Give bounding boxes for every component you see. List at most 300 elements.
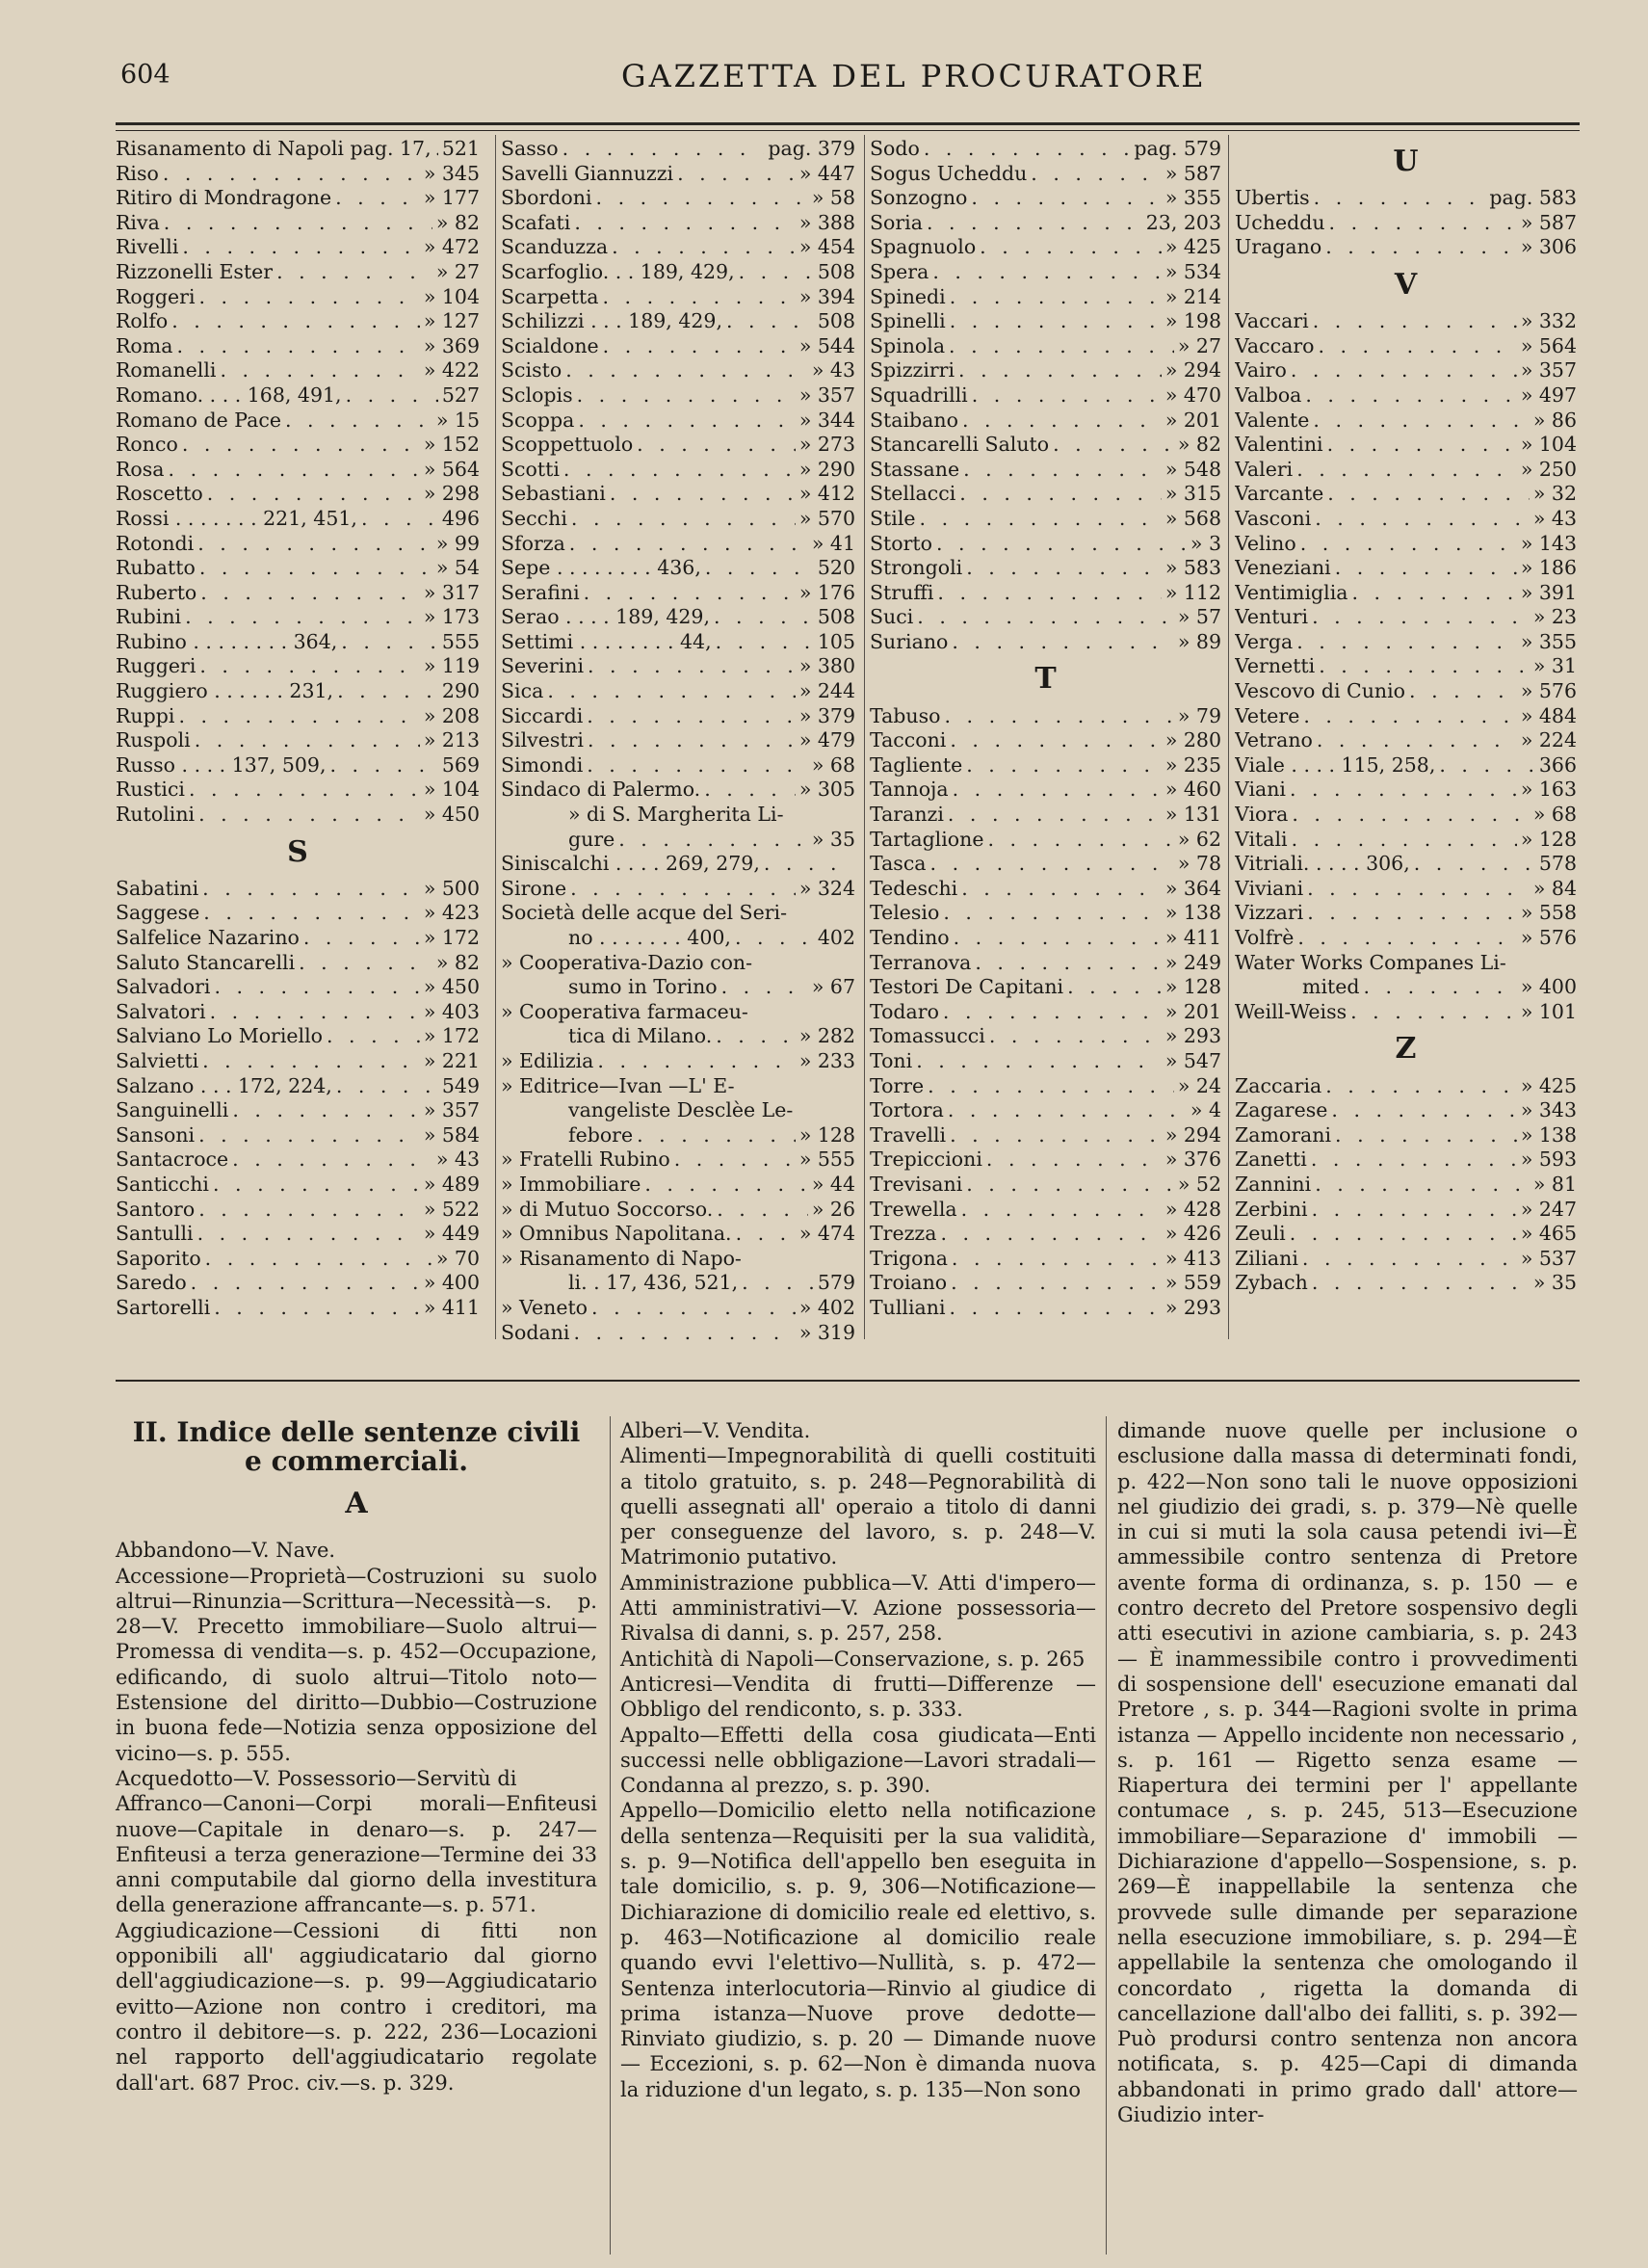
entry-name: Vescovo di Cunio bbox=[1235, 679, 1406, 703]
leader-dots bbox=[1319, 654, 1530, 679]
leader-dots bbox=[928, 1074, 1174, 1099]
entry-name: no . . . . . . . 400, bbox=[568, 926, 731, 949]
leader-dots bbox=[975, 951, 1161, 976]
entry-page: » 344 bbox=[798, 408, 855, 432]
entry-page: » 403 bbox=[423, 999, 480, 1023]
leader-dots bbox=[953, 778, 1162, 803]
leader-dots bbox=[764, 852, 851, 877]
index-entry bbox=[116, 1271, 480, 1296]
entry-name: Strongoli bbox=[870, 556, 963, 580]
index-entry bbox=[116, 211, 480, 236]
entry-page: » 89 bbox=[1177, 629, 1221, 653]
entry-name: Rutolini bbox=[116, 803, 196, 827]
entry-name: Spera bbox=[870, 259, 929, 283]
leader-dots bbox=[937, 581, 1161, 606]
index-entry bbox=[116, 162, 480, 187]
leader-dots bbox=[1352, 581, 1517, 606]
sentenze-text bbox=[116, 1538, 597, 2096]
entry-page: » 500 bbox=[423, 876, 480, 900]
entry-page: » 423 bbox=[423, 901, 480, 925]
leader-dots bbox=[927, 211, 1142, 236]
index-entry bbox=[870, 482, 1221, 507]
entry-name: Ubertis bbox=[1235, 186, 1310, 210]
column-divider bbox=[864, 135, 865, 1339]
index-entry bbox=[116, 260, 480, 285]
index-entry bbox=[1235, 532, 1577, 557]
index-entry bbox=[1235, 309, 1577, 334]
entry-name: Rotondi bbox=[116, 531, 195, 555]
entry-page: » 57 bbox=[1177, 605, 1221, 629]
entry-page: » 68 bbox=[811, 752, 855, 777]
entry-name: Vitali bbox=[1235, 827, 1288, 851]
entry-page: » 576 bbox=[1520, 926, 1577, 949]
entry-page: » 593 bbox=[1520, 1147, 1577, 1172]
entry-page: » 138 bbox=[1520, 1122, 1577, 1147]
entry-page: » 78 bbox=[1177, 852, 1221, 876]
index-entry bbox=[116, 532, 480, 557]
entry-page: » 221 bbox=[423, 1048, 480, 1072]
entry-page: » 27 bbox=[1177, 333, 1221, 357]
entry-name: Weill-Weiss bbox=[1235, 999, 1347, 1023]
entry-name: Risanamento di Napoli pag. 17, bbox=[116, 137, 432, 160]
entry-page: » 319 bbox=[798, 1320, 855, 1344]
index-entry bbox=[870, 877, 1221, 902]
index-entry-continued: Water Works Companes Li- bbox=[1235, 950, 1506, 974]
entry-name: Rivelli bbox=[116, 235, 179, 259]
entry-page: » 306 bbox=[1520, 235, 1577, 259]
entry-page: » 411 bbox=[1164, 926, 1221, 949]
entry-page: » 391 bbox=[1520, 580, 1577, 604]
index-entry bbox=[870, 753, 1221, 778]
entry-page: » 4 bbox=[1190, 1098, 1221, 1122]
entry-page: » 58 bbox=[811, 186, 855, 210]
index-entry bbox=[870, 1074, 1221, 1099]
entry-page: 23, 203 bbox=[1145, 210, 1221, 234]
leader-dots bbox=[285, 409, 432, 434]
entry-page: » 400 bbox=[423, 1271, 480, 1295]
leader-dots bbox=[924, 137, 1131, 162]
leader-dots bbox=[199, 556, 432, 581]
entry-page: » 497 bbox=[1520, 382, 1577, 407]
leader-dots bbox=[203, 901, 420, 926]
entry-page: » 570 bbox=[798, 506, 855, 530]
index-entry bbox=[870, 383, 1221, 409]
leader-dots bbox=[721, 975, 808, 1000]
leader-dots bbox=[1312, 605, 1530, 630]
index-entry bbox=[116, 1173, 480, 1198]
entry-name: » di Mutuo Soccorso. bbox=[501, 1197, 714, 1221]
index-entry bbox=[116, 285, 480, 310]
leader-dots bbox=[971, 186, 1161, 211]
entry-name: Spizzirri bbox=[870, 358, 955, 382]
entry-page: » 294 bbox=[1164, 1122, 1221, 1147]
entry-name: Sbordoni bbox=[501, 186, 592, 210]
entry-name: Sogus Ucheddu bbox=[870, 161, 1028, 185]
entry-page: » 317 bbox=[423, 580, 480, 604]
entry-page: » 172 bbox=[423, 926, 480, 949]
entry-name: » Edilizia bbox=[501, 1048, 594, 1072]
entry-page: » 282 bbox=[798, 1024, 855, 1048]
entry-page: » 369 bbox=[423, 333, 480, 357]
entry-page: » 32 bbox=[1532, 482, 1577, 506]
leader-dots bbox=[1314, 186, 1486, 211]
index-entry bbox=[870, 1247, 1221, 1272]
entry-page: » 425 bbox=[1520, 1073, 1577, 1097]
index-entry bbox=[116, 704, 480, 729]
index-entry bbox=[1235, 235, 1577, 260]
sentenze-paragraphs: Alberi—V. Vendita. Alimenti—Impegnorabilità di quelli costituiti a titolo gratuito, s. p. 248—Pegnorabilità di quelli assegnati all' operaio a titolo di danni per conseguenze del lavoro, s. p. 248—V. Matrimonio putativo. Amministrazione pubblica—V. Atti d'impero—Atti amministrativi—V. Azione possessoria—Rivalsa di danni, s. p. 257, 258. Antichità di Napoli—Conservazione, s. p. 265 Anticresi—Vendita di frutti—Differenze — Obbligo del rendiconto, s. p. 333. Appalto—Effetti della cosa giudicata—Enti successi nelle obbligazione—Lavori stradali—Condanna al prezzo, s. p. 390. Appello—Domicilio eletto nella notificazione della sentenza—Requisiti per la sua validità, s. p. 9—Notifica dell'appello ben eseguita in tale domicilio, s. p. 9, 306—Notificazione—Dichiarazione di domicilio reale ed elettivo, s. p. 463—Notificazione al domicilio reale quando evvi l'elettivo—Nullità, s. p. 472—Sentenza interlocutoria—Rinvio al giudice di prima istanza—Nuove prove dedotte—Rinviato giudizio, s. p. 20 — Dimande nuove — Eccezioni, s. p. 62—Non è dimanda nuova la riduzione d'un legato, s. p. 135—Non sono bbox=[620, 1419, 1096, 2101]
entry-name: Varcante bbox=[1235, 482, 1324, 506]
index-entry bbox=[870, 778, 1221, 803]
entry-name: Salfelice Nazarino bbox=[116, 926, 300, 949]
leader-dots bbox=[163, 162, 420, 187]
letter-heading: V bbox=[1394, 267, 1418, 302]
leader-dots bbox=[936, 532, 1187, 557]
index-entry bbox=[1235, 358, 1577, 383]
entry-page: » 247 bbox=[1520, 1197, 1577, 1221]
index-entry bbox=[116, 1074, 480, 1099]
leader-dots bbox=[962, 409, 1162, 434]
leader-dots bbox=[1313, 409, 1529, 434]
leader-dots bbox=[299, 951, 432, 976]
leader-dots bbox=[1302, 1247, 1517, 1272]
entry-page: » 413 bbox=[1164, 1246, 1221, 1270]
leader-dots bbox=[1317, 728, 1517, 753]
index-entry bbox=[116, 778, 480, 803]
index-entry bbox=[870, 605, 1221, 630]
index-entry-continued: » di S. Margherita Li- bbox=[568, 803, 784, 827]
entry-name: Zagarese bbox=[1235, 1098, 1328, 1122]
entry-name: Sirone bbox=[501, 876, 567, 900]
leader-dots bbox=[618, 828, 808, 853]
leader-dots bbox=[164, 211, 432, 236]
index-entry bbox=[116, 1098, 480, 1123]
leader-dots bbox=[989, 1024, 1162, 1049]
entry-name: Rossi . . . . . . . 221, 451, bbox=[116, 506, 357, 530]
entry-page: » 479 bbox=[798, 728, 855, 752]
entry-name: Stancarelli Saluto bbox=[870, 433, 1050, 457]
entry-page: 549 bbox=[441, 1073, 480, 1097]
index-entry bbox=[870, 1098, 1221, 1123]
entry-name: Riso bbox=[116, 161, 159, 185]
entry-page: » 128 bbox=[798, 1122, 855, 1147]
entry-name: Torre bbox=[870, 1073, 925, 1097]
leader-dots bbox=[644, 1173, 808, 1198]
leader-dots bbox=[1335, 556, 1517, 581]
index-entry bbox=[116, 926, 480, 951]
leader-dots bbox=[198, 1198, 420, 1223]
leader-dots bbox=[958, 358, 1162, 383]
leader-dots bbox=[1350, 1000, 1517, 1025]
leader-dots bbox=[963, 458, 1162, 483]
index-entry bbox=[116, 556, 480, 581]
index-entry bbox=[116, 235, 480, 260]
entry-name: Taranzi bbox=[870, 803, 944, 827]
index-entry bbox=[501, 433, 855, 458]
entry-name: Venturi bbox=[1235, 605, 1309, 629]
entry-page: » 43 bbox=[1532, 506, 1577, 530]
leader-dots bbox=[986, 1147, 1162, 1173]
entry-name: » Omnibus Napolitana. bbox=[501, 1222, 732, 1246]
entry-page: » 62 bbox=[1177, 827, 1221, 851]
entry-name: Siniscalchi . . . . 269, 279, bbox=[501, 852, 760, 876]
leader-dots bbox=[610, 482, 796, 507]
entry-name: Struffi bbox=[870, 580, 934, 604]
entry-name: Tagliente bbox=[870, 752, 963, 777]
index-entry bbox=[870, 803, 1221, 828]
index-entry bbox=[870, 186, 1221, 211]
entry-name: Trigona bbox=[870, 1246, 948, 1270]
index-entry bbox=[501, 1049, 855, 1074]
index-entry bbox=[870, 926, 1221, 951]
entry-name: Travelli bbox=[870, 1122, 947, 1147]
entry-page: » 249 bbox=[1164, 950, 1221, 974]
entry-name: Ruberto bbox=[116, 580, 197, 604]
entry-page: » 82 bbox=[435, 950, 480, 974]
entry-name: Salviano Lo Moriello bbox=[116, 1024, 323, 1048]
leader-dots bbox=[189, 778, 420, 803]
entry-page: » 176 bbox=[798, 580, 855, 604]
index-entry bbox=[116, 1247, 480, 1272]
leader-dots bbox=[950, 285, 1162, 310]
leader-dots bbox=[739, 260, 814, 285]
leader-dots bbox=[578, 409, 795, 434]
leader-dots bbox=[940, 1222, 1161, 1247]
entry-page: 569 bbox=[441, 752, 480, 777]
entry-name: Zeuli bbox=[1235, 1222, 1286, 1246]
entry-name: Valboa bbox=[1235, 382, 1302, 407]
leader-dots bbox=[563, 458, 796, 483]
leader-dots bbox=[916, 1049, 1162, 1074]
index-entry bbox=[870, 433, 1221, 458]
index-entry bbox=[1235, 630, 1577, 655]
letter-heading: T bbox=[1034, 662, 1057, 697]
leader-dots bbox=[577, 383, 796, 409]
index-entry bbox=[1235, 1247, 1577, 1272]
entry-name: Storto bbox=[870, 531, 933, 555]
leader-dots bbox=[200, 581, 420, 606]
leader-dots bbox=[930, 852, 1174, 877]
leader-dots bbox=[570, 877, 796, 902]
entry-page: » 280 bbox=[1164, 728, 1221, 752]
entry-page: » 547 bbox=[1164, 1048, 1221, 1072]
entry-name: Vetrano bbox=[1235, 728, 1313, 752]
leader-dots bbox=[197, 532, 432, 557]
entry-page: » 343 bbox=[1520, 1098, 1577, 1122]
entry-name: Sebastiani bbox=[501, 482, 606, 506]
entry-name: Viani bbox=[1235, 778, 1286, 802]
index-entry bbox=[870, 458, 1221, 483]
entry-page: » 447 bbox=[798, 161, 855, 185]
entry-name: Vairo bbox=[1235, 358, 1287, 382]
index-entry bbox=[501, 309, 855, 334]
index-entry bbox=[870, 828, 1221, 853]
entry-name: Sanguinelli bbox=[116, 1098, 229, 1122]
leader-dots bbox=[1296, 458, 1517, 483]
leader-dots bbox=[704, 778, 796, 803]
index-entry bbox=[116, 358, 480, 383]
index-entry bbox=[116, 482, 480, 507]
leader-dots bbox=[1307, 877, 1530, 902]
sentenze-text bbox=[1117, 1418, 1578, 2127]
leader-dots bbox=[932, 260, 1161, 285]
index-entry bbox=[116, 654, 480, 679]
entry-name: Saluto Stancarelli bbox=[116, 950, 296, 974]
entry-page: » 70 bbox=[435, 1246, 480, 1270]
sentenze-column-1 bbox=[116, 1418, 597, 2096]
leader-dots bbox=[1315, 1173, 1530, 1198]
sentenze-paragraphs: Abbandono—V. Nave. Accessione—Proprietà—Costruzioni su suolo altrui—Rinunzia—Scrittura—Necessità—s. p. 28—V. Precetto immobiliare—Suolo altrui—Promessa di vendita—s. p. 452—Occupazione, edificando, di suolo altrui—Titolo noto—Estensione del diritto—Dubbio—Costruzione in buona fede—Notizia senza opposizione del vicino—s. p. 555. Acquedotto—V. Possessorio—Servitù di Affranco—Canoni—Corpi morali—Enfiteusi nuove—Capitale in denaro—s. p. 247—Enfiteusi a terza generazione—Termine dei 33 anni computabile dal giorno della investitura della generazione affrancante—s. p. 571. Aggiudicazione—Cessioni di fitti non opponibili all' aggiudicatario dal giorno dell'aggiudicazione—s. p. 99—Aggiudicatario evitto—Azione non contro i creditori, ma contro il debitore—s. p. 222, 236—Locazioni nel rapporto dell'aggiudicatario regolate dall'art. 687 Proc. civ.—s. p. 329. bbox=[116, 1539, 597, 2095]
entry-page: » 564 bbox=[423, 457, 480, 481]
entry-name: Sepe . . . . . . . . 436, bbox=[501, 556, 701, 580]
entry-name: Testori De Capitani bbox=[870, 975, 1064, 999]
leader-dots bbox=[1297, 926, 1516, 951]
leader-dots bbox=[202, 1049, 420, 1074]
leader-dots bbox=[199, 285, 420, 310]
index-entry bbox=[501, 186, 855, 211]
index-entry bbox=[501, 458, 855, 483]
leader-dots bbox=[952, 1247, 1162, 1272]
entry-page: » 379 bbox=[798, 703, 855, 727]
entry-page: » 224 bbox=[1520, 728, 1577, 752]
index-entry bbox=[870, 630, 1221, 655]
letter-heading: U bbox=[1393, 145, 1419, 178]
index-entry bbox=[501, 383, 855, 409]
leader-dots bbox=[972, 383, 1162, 409]
entry-page: » 119 bbox=[423, 654, 480, 678]
sentenze-column-3 bbox=[1117, 1418, 1578, 2127]
entry-page: » 128 bbox=[1520, 827, 1577, 851]
entry-name: Zannini bbox=[1235, 1172, 1312, 1196]
leader-dots bbox=[1292, 828, 1517, 853]
index-entry bbox=[116, 409, 480, 434]
index-entry bbox=[501, 852, 855, 877]
leader-dots bbox=[943, 1000, 1162, 1025]
entry-page: » 26 bbox=[811, 1197, 855, 1221]
entry-name: Spagnuolo bbox=[870, 235, 977, 259]
entry-page: » 235 bbox=[1164, 752, 1221, 777]
index-entry bbox=[116, 1123, 480, 1148]
entry-page: 527 bbox=[441, 382, 480, 407]
index-entry bbox=[1235, 852, 1577, 877]
leader-dots bbox=[205, 1247, 432, 1272]
entry-name: Rubino . . . . . . . . 364, bbox=[116, 629, 338, 653]
index-entry bbox=[870, 260, 1221, 285]
index-entry bbox=[870, 901, 1221, 926]
section-rule bbox=[116, 1380, 1580, 1382]
entry-name: Sasso bbox=[501, 137, 559, 160]
leader-dots bbox=[949, 334, 1174, 359]
entry-name: Roggeri bbox=[116, 284, 196, 308]
entry-name: Romanelli bbox=[116, 358, 217, 382]
entry-page: » 425 bbox=[1164, 235, 1221, 259]
entry-page: » 315 bbox=[1164, 482, 1221, 506]
entry-page: » 294 bbox=[1164, 358, 1221, 382]
leader-dots bbox=[920, 507, 1162, 532]
index-entry bbox=[1235, 507, 1577, 532]
entry-page: » 332 bbox=[1520, 309, 1577, 333]
entry-name: Trezza bbox=[870, 1222, 937, 1246]
entry-name: Zybach bbox=[1235, 1271, 1308, 1295]
index-entry bbox=[1235, 1222, 1577, 1247]
leader-dots bbox=[735, 926, 814, 951]
entry-name: Settimi . . . . . . . . 44, bbox=[501, 629, 712, 653]
entry-page: » 208 bbox=[423, 703, 480, 727]
index-entry bbox=[1235, 581, 1577, 606]
entry-name: Scafati bbox=[501, 210, 571, 234]
entry-page: » 380 bbox=[798, 654, 855, 678]
entry-name: Sindaco di Palermo. bbox=[501, 778, 701, 802]
entry-name: Severini bbox=[501, 654, 585, 678]
index-entry bbox=[501, 334, 855, 359]
leader-dots bbox=[574, 1321, 796, 1346]
entry-page: » 273 bbox=[798, 433, 855, 457]
entry-page: 105 bbox=[817, 629, 855, 653]
entry-name: Zamorani bbox=[1235, 1122, 1332, 1147]
index-entry bbox=[870, 532, 1221, 557]
entry-name: Rosa bbox=[116, 457, 165, 481]
index-entry bbox=[501, 1222, 855, 1247]
index-entry bbox=[1235, 1074, 1577, 1099]
entry-name: Sabatini bbox=[116, 876, 199, 900]
entry-page: » 35 bbox=[1532, 1271, 1577, 1295]
leader-dots bbox=[1325, 1074, 1517, 1099]
leader-dots bbox=[966, 753, 1162, 778]
sentenze-paragraphs: dimande nuove quelle per inclusione o esclusione dalla massa di determinati fondi, p. 422—Non sono tali le nuove opposizioni nel giudizio dei gradi, s. p. 379—Nè quelle in cui si muti la sola causa petendi ivi—È ammessibile contro sentenza di Pretore avente forma di ordinanza, s. p. 150 — e contro decreto del Pretore sospensivo degli atti esecutivi in azione cambiaria, s. p. 243 — È inammessibile contro i provvedimenti di sospensione dell' esecuzione emanati dal Pretore , s. p. 344—Ragioni svolte in prima istanza — Appello incidente non necessario , s. p. 161 — Rigetto senza esame — Riapertura dei termini per l' appellante contumace , s. p. 245, 513—Esecuzione immobiliare—Separazione d' immobili — Dichiarazione d'appello—Sospensione, s. p. 269—È inappellabile la sentenza che provvede sulle dimande per separazione nella esecuzione immobiliare, s. p. 294—È appellabile la sentenza che omologando il concordato , rigetta la domanda di cancellazione dall'albo dei falliti, s. p. 392—Può prodursi contro sentenza non ancora notificata, s. p. 425—Capi di dimanda abbandonati in primo grado dall' attore—Giudizio inter- bbox=[1117, 1419, 1578, 2127]
index-column bbox=[116, 137, 480, 1321]
entry-name: Scisto bbox=[501, 358, 562, 382]
entry-page: 521 bbox=[441, 137, 480, 160]
index-entry bbox=[870, 951, 1221, 976]
entry-page: » 388 bbox=[798, 210, 855, 234]
entry-page: » 400 bbox=[1520, 975, 1577, 999]
index-entry bbox=[116, 433, 480, 458]
leader-dots bbox=[961, 1198, 1162, 1223]
entry-name: Volfrè bbox=[1235, 926, 1295, 949]
entry-name: Valente bbox=[1235, 408, 1310, 432]
leader-dots bbox=[1031, 162, 1162, 187]
index-entry bbox=[501, 211, 855, 236]
index-entry bbox=[116, 1198, 480, 1223]
index-entry bbox=[116, 137, 480, 162]
index-entry bbox=[1235, 975, 1577, 1000]
entry-page: » 177 bbox=[423, 186, 480, 210]
entry-name: Sartorelli bbox=[116, 1295, 211, 1319]
index-entry bbox=[1235, 1173, 1577, 1198]
leader-dots bbox=[717, 1198, 808, 1223]
leader-dots bbox=[950, 1296, 1162, 1321]
leader-dots bbox=[1325, 235, 1517, 260]
index-entry bbox=[501, 1123, 855, 1148]
entry-name: Toni bbox=[870, 1048, 913, 1072]
entry-name: Squadrilli bbox=[870, 382, 968, 407]
index-entry bbox=[1235, 753, 1577, 778]
entry-page: » 355 bbox=[1520, 629, 1577, 653]
index-entry bbox=[116, 334, 480, 359]
leader-dots bbox=[1364, 975, 1517, 1000]
index-entry bbox=[870, 852, 1221, 877]
entry-page: » 345 bbox=[423, 161, 480, 185]
index-entry bbox=[116, 975, 480, 1000]
sentenze-text bbox=[620, 1418, 1096, 2102]
leader-dots bbox=[341, 630, 438, 655]
entry-name: Tortora bbox=[870, 1098, 944, 1122]
entry-name: » Fratelli Rubino bbox=[501, 1147, 670, 1172]
index-entry-continued: » Cooperativa farmaceu- bbox=[501, 999, 748, 1023]
index-entry bbox=[501, 1321, 855, 1346]
entry-name: Sica bbox=[501, 679, 544, 703]
index-entry bbox=[870, 1296, 1221, 1321]
